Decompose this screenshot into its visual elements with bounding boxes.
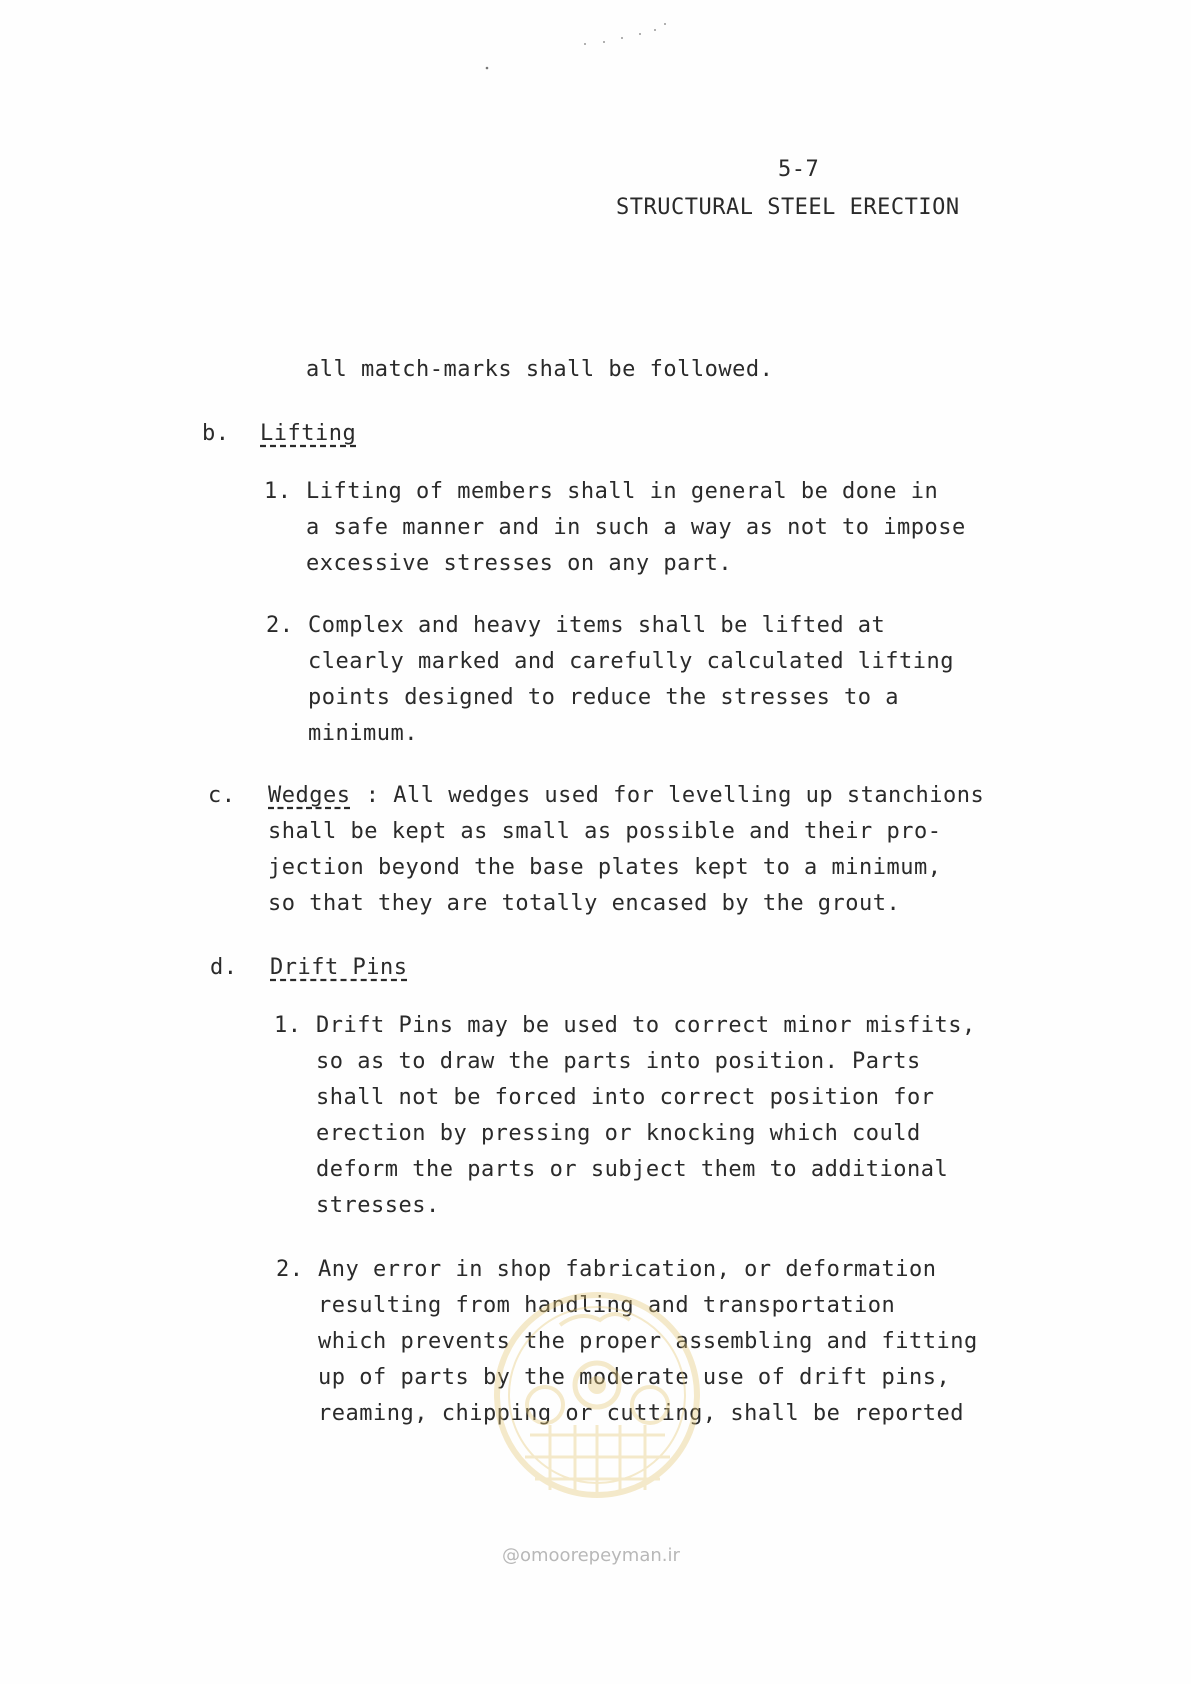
drift-item-2-line: resulting from handling and transportation xyxy=(318,1293,896,1318)
drift-item-1-line: deform the parts or subject them to additional xyxy=(316,1157,949,1182)
drift-item-1-marker: 1. xyxy=(274,1013,302,1038)
lifting-item-2-marker: 2. xyxy=(266,613,294,638)
wedges-line: jection beyond the base plates kept to a minimum, xyxy=(268,855,942,880)
lifting-item-1-line: Lifting of members shall in general be done in xyxy=(306,479,939,504)
continuation-text: all match-marks shall be followed. xyxy=(306,357,774,382)
drift-item-2-marker: 2. xyxy=(276,1257,304,1282)
drift-item-2-line: up of parts by the moderate use of drift pins, xyxy=(318,1365,951,1390)
lifting-item-1-line: excessive stresses on any part. xyxy=(306,551,733,576)
drift-item-1-line: erection by pressing or knocking which could xyxy=(316,1121,921,1146)
drift-item-1-line: stresses. xyxy=(316,1193,440,1218)
section-c-marker: c. xyxy=(208,783,236,808)
section-title: STRUCTURAL STEEL ERECTION xyxy=(616,195,960,220)
lifting-item-2-line: clearly marked and carefully calculated lifting xyxy=(308,649,955,674)
drift-item-2-line: reaming, chipping or cutting, shall be reported xyxy=(318,1401,965,1426)
wedges-line: shall be kept as small as possible and their pro- xyxy=(268,819,942,844)
lifting-item-1-marker: 1. xyxy=(264,479,292,504)
lifting-item-2-line: points designed to reduce the stresses to a xyxy=(308,685,900,710)
drift-item-2-line: Any error in shop fabrication, or deformation xyxy=(318,1257,937,1282)
page-number: 5-7 xyxy=(778,157,820,182)
section-b-marker: b. xyxy=(202,421,230,446)
lifting-item-1-line: a safe manner and in such a way as not to impose xyxy=(306,515,966,540)
section-c-heading: Wedges xyxy=(268,783,351,808)
watermark-text: @omoorepeyman.ir xyxy=(502,1545,680,1566)
section-d-heading: Drift Pins xyxy=(270,955,408,980)
watermark-seal xyxy=(490,1285,705,1545)
lifting-item-2-line: minimum. xyxy=(308,721,418,746)
drift-item-1-line: so as to draw the parts into position. Parts xyxy=(316,1049,921,1074)
wedges-first-line: : All wedges used for levelling up stanchions xyxy=(352,783,985,808)
drift-item-2-line: which prevents the proper assembling and fitting xyxy=(318,1329,978,1354)
lifting-item-2-line: Complex and heavy items shall be lifted at xyxy=(308,613,886,638)
section-d-marker: d. xyxy=(210,955,238,980)
wedges-line: so that they are totally encased by the grout. xyxy=(268,891,901,916)
section-b-heading: Lifting xyxy=(260,421,357,446)
scan-specks xyxy=(0,0,1191,120)
drift-item-1-line: Drift Pins may be used to correct minor misfits, xyxy=(316,1013,976,1038)
drift-item-1-line: shall not be forced into correct position for xyxy=(316,1085,935,1110)
